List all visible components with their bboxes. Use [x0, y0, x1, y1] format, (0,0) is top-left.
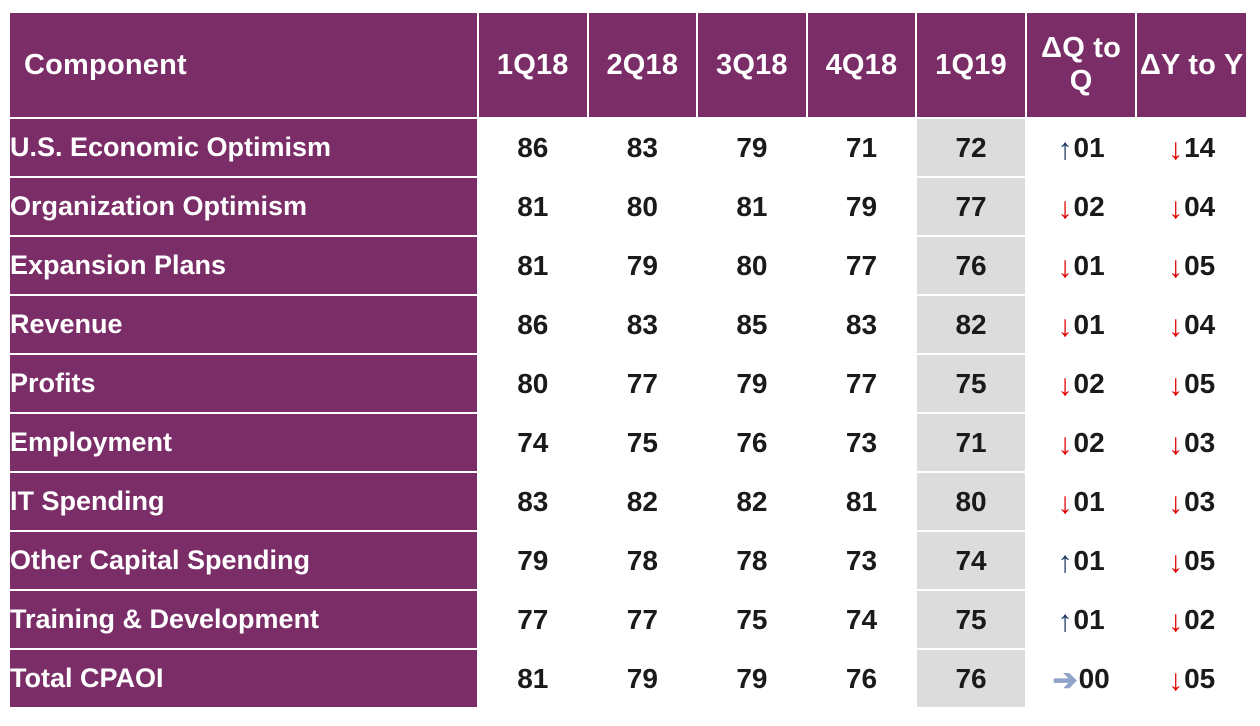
delta-value: 05 — [1184, 249, 1216, 281]
table-row — [9, 177, 1247, 236]
cell-1q18: 80 — [478, 354, 588, 413]
table-row — [9, 531, 1247, 590]
up-arrow-icon: ↑ — [1057, 545, 1073, 579]
cell-delta-q-to-q — [1026, 354, 1137, 413]
table-row — [9, 118, 1247, 177]
down-arrow-icon: ↓ — [1057, 191, 1073, 225]
delta-value: 05 — [1184, 544, 1216, 576]
cell-2q18: 77 — [588, 590, 698, 649]
up-arrow-icon: ↑ — [1057, 604, 1073, 638]
down-arrow-icon: ↓ — [1168, 545, 1184, 579]
cell-1q18: 83 — [478, 472, 588, 531]
column-header-component: Component — [9, 12, 478, 118]
cell-delta-y-to-y — [1136, 531, 1247, 590]
row-label-component: Profits — [9, 354, 478, 413]
delta-value: 01 — [1073, 249, 1105, 281]
cell-1q18: 86 — [478, 295, 588, 354]
cell-3q18: 78 — [697, 531, 807, 590]
down-arrow-icon: ↓ — [1168, 309, 1184, 343]
down-arrow-icon: ↓ — [1057, 486, 1073, 520]
cell-3q18: 76 — [697, 413, 807, 472]
cpaoi-table-sheet — [0, 11, 1260, 726]
row-label-component: Total CPAOI — [9, 649, 478, 708]
cell-1q19: 76 — [916, 236, 1026, 295]
cell-1q18: 81 — [478, 177, 588, 236]
up-arrow-icon: ↑ — [1057, 132, 1073, 166]
down-arrow-icon: ↓ — [1168, 250, 1184, 284]
delta-value: 14 — [1184, 131, 1216, 163]
column-header-delta-q-to-q: ΔQ to Q — [1026, 12, 1137, 118]
cell-delta-y-to-y — [1136, 413, 1247, 472]
down-arrow-icon: ↓ — [1168, 663, 1184, 697]
table-row — [9, 295, 1247, 354]
cell-1q19: 77 — [916, 177, 1026, 236]
cell-1q19: 72 — [916, 118, 1026, 177]
row-label-component: Organization Optimism — [9, 177, 478, 236]
down-arrow-icon: ↓ — [1168, 191, 1184, 225]
cell-3q18: 79 — [697, 354, 807, 413]
cell-1q19: 71 — [916, 413, 1026, 472]
delta-value: 02 — [1073, 190, 1105, 222]
cell-2q18: 79 — [588, 649, 698, 708]
table-row — [9, 354, 1247, 413]
column-header-1q18: 1Q18 — [478, 12, 588, 118]
table-row — [9, 236, 1247, 295]
delta-value: 04 — [1184, 308, 1216, 340]
delta-value: 05 — [1184, 662, 1216, 694]
cell-1q18: 79 — [478, 531, 588, 590]
down-arrow-icon: ↓ — [1057, 309, 1073, 343]
down-arrow-icon: ↓ — [1057, 368, 1073, 402]
down-arrow-icon: ↓ — [1168, 604, 1184, 638]
delta-value: 02 — [1073, 426, 1105, 458]
cell-4q18: 79 — [807, 177, 917, 236]
cell-3q18: 81 — [697, 177, 807, 236]
cell-delta-q-to-q — [1026, 295, 1137, 354]
cell-delta-q-to-q — [1026, 531, 1137, 590]
flat-arrow-icon: ➔ — [1052, 664, 1078, 697]
cell-3q18: 85 — [697, 295, 807, 354]
cell-3q18: 79 — [697, 118, 807, 177]
down-arrow-icon: ↓ — [1168, 368, 1184, 402]
cell-3q18: 82 — [697, 472, 807, 531]
column-header-delta-y-to-y: ΔY to Y — [1136, 12, 1247, 118]
cell-4q18: 74 — [807, 590, 917, 649]
cell-4q18: 77 — [807, 236, 917, 295]
delta-value: 02 — [1184, 603, 1216, 635]
cell-2q18: 83 — [588, 118, 698, 177]
cell-4q18: 81 — [807, 472, 917, 531]
cell-4q18: 76 — [807, 649, 917, 708]
cell-delta-y-to-y — [1136, 354, 1247, 413]
cell-4q18: 77 — [807, 354, 917, 413]
delta-value: 00 — [1078, 663, 1110, 694]
cell-delta-y-to-y — [1136, 472, 1247, 531]
delta-value: 03 — [1184, 485, 1216, 517]
cell-delta-y-to-y — [1136, 295, 1247, 354]
table-row — [9, 649, 1247, 708]
cell-delta-q-to-q — [1026, 413, 1137, 472]
cell-1q18: 86 — [478, 118, 588, 177]
column-header-4q18: 4Q18 — [807, 12, 917, 118]
table-row — [9, 413, 1247, 472]
cell-2q18: 83 — [588, 295, 698, 354]
cell-delta-y-to-y — [1136, 177, 1247, 236]
down-arrow-icon: ↓ — [1168, 132, 1184, 166]
delta-value: 01 — [1073, 544, 1105, 576]
row-label-component: Employment — [9, 413, 478, 472]
cpaoi-index-table — [8, 11, 1248, 709]
delta-value: 01 — [1073, 485, 1105, 517]
column-header-2q18: 2Q18 — [588, 12, 698, 118]
cell-4q18: 71 — [807, 118, 917, 177]
cell-2q18: 75 — [588, 413, 698, 472]
row-label-component: IT Spending — [9, 472, 478, 531]
cell-1q18: 81 — [478, 649, 588, 708]
cell-3q18: 75 — [697, 590, 807, 649]
cell-delta-y-to-y — [1136, 590, 1247, 649]
cell-2q18: 79 — [588, 236, 698, 295]
down-arrow-icon: ↓ — [1057, 250, 1073, 284]
down-arrow-icon: ↓ — [1168, 427, 1184, 461]
delta-value: 02 — [1073, 367, 1105, 399]
cell-delta-y-to-y — [1136, 236, 1247, 295]
down-arrow-icon: ↓ — [1168, 486, 1184, 520]
header-row — [9, 12, 1247, 118]
row-label-component: Revenue — [9, 295, 478, 354]
table-row — [9, 590, 1247, 649]
row-label-component: Other Capital Spending — [9, 531, 478, 590]
cell-2q18: 77 — [588, 354, 698, 413]
cell-delta-q-to-q — [1026, 590, 1137, 649]
cell-1q19: 74 — [916, 531, 1026, 590]
cell-1q19: 82 — [916, 295, 1026, 354]
cell-4q18: 73 — [807, 413, 917, 472]
cell-delta-y-to-y — [1136, 118, 1247, 177]
cell-1q18: 74 — [478, 413, 588, 472]
cell-1q19: 75 — [916, 354, 1026, 413]
cell-1q19: 75 — [916, 590, 1026, 649]
cell-1q18: 77 — [478, 590, 588, 649]
cell-delta-q-to-q — [1026, 649, 1137, 708]
cell-1q18: 81 — [478, 236, 588, 295]
table-row — [9, 472, 1247, 531]
delta-value: 01 — [1073, 308, 1105, 340]
cell-3q18: 79 — [697, 649, 807, 708]
delta-value: 04 — [1184, 190, 1216, 222]
delta-value: 03 — [1184, 426, 1216, 458]
cell-delta-y-to-y — [1136, 649, 1247, 708]
delta-value: 01 — [1073, 131, 1105, 163]
cell-2q18: 80 — [588, 177, 698, 236]
cell-delta-q-to-q — [1026, 177, 1137, 236]
cell-delta-q-to-q — [1026, 472, 1137, 531]
cell-delta-q-to-q — [1026, 236, 1137, 295]
row-label-component: U.S. Economic Optimism — [9, 118, 478, 177]
cell-2q18: 82 — [588, 472, 698, 531]
cell-2q18: 78 — [588, 531, 698, 590]
cell-3q18: 80 — [697, 236, 807, 295]
cell-delta-q-to-q — [1026, 118, 1137, 177]
table-body — [9, 118, 1247, 708]
cell-4q18: 83 — [807, 295, 917, 354]
cell-1q19: 80 — [916, 472, 1026, 531]
cell-4q18: 73 — [807, 531, 917, 590]
delta-value: 01 — [1073, 603, 1105, 635]
delta-value: 05 — [1184, 367, 1216, 399]
row-label-component: Training & Development — [9, 590, 478, 649]
table-header — [9, 12, 1247, 118]
row-label-component: Expansion Plans — [9, 236, 478, 295]
down-arrow-icon: ↓ — [1057, 427, 1073, 461]
cell-1q19: 76 — [916, 649, 1026, 708]
column-header-1q19: 1Q19 — [916, 12, 1026, 118]
column-header-3q18: 3Q18 — [697, 12, 807, 118]
